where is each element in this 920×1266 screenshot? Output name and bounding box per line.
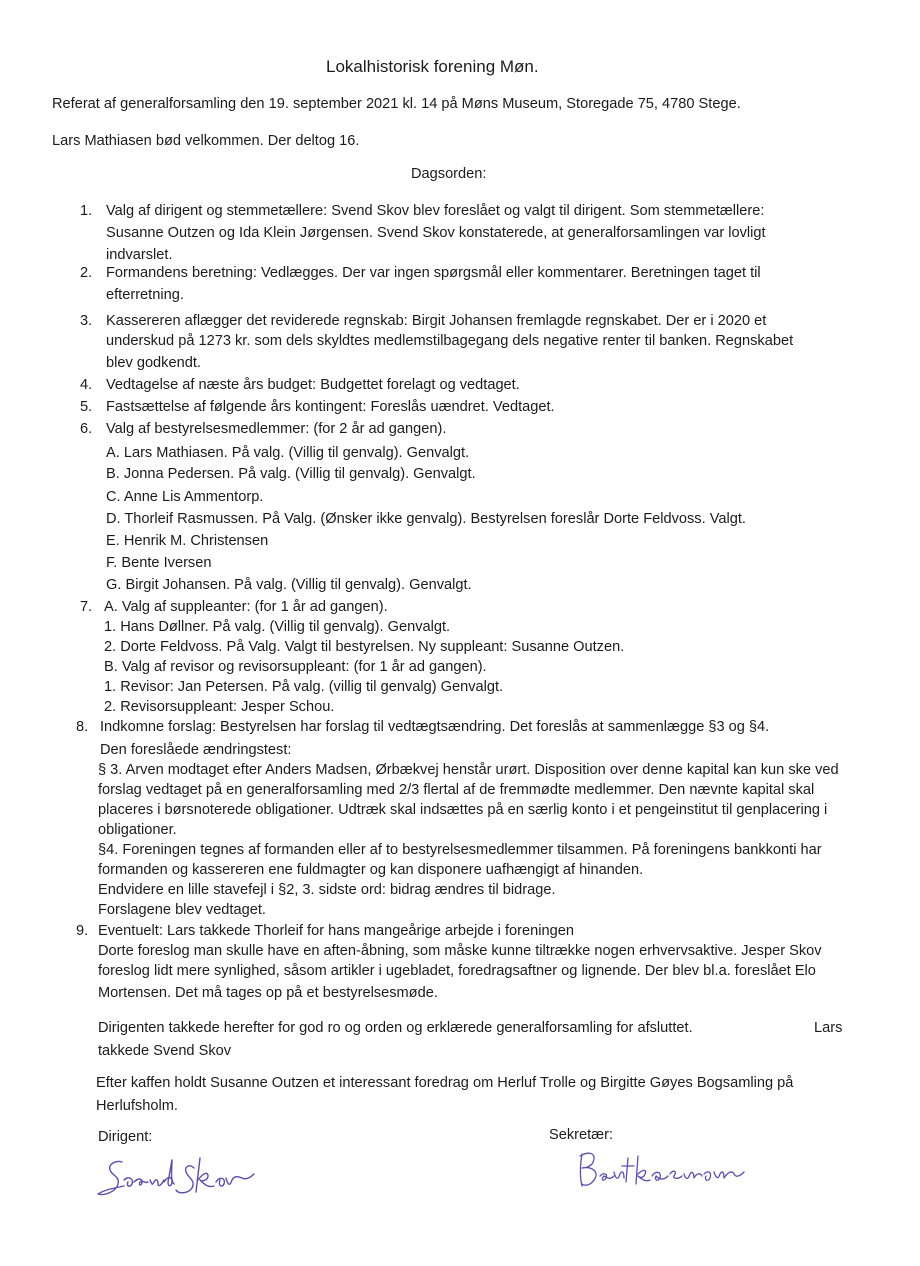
agenda-heading: Dagsorden: [411,166,487,182]
agenda-item-number: 6. [80,421,93,437]
agenda-item-line: Valg af bestyrelsesmedlemmer: (for 2 år ad gangen). [106,421,447,437]
agenda-item-number: 2. [80,265,93,281]
agenda-item-number: 7. [80,599,93,615]
agenda-item-line: Vedtagelse af næste års budget: Budgettet forelagt og vedtaget. [106,377,520,393]
agenda-item-line: E. Henrik M. Christensen [106,533,269,549]
agenda-item-line: efterretning. [106,287,184,303]
agenda-item-line: Kassereren aflægger det reviderede regnskab: Birgit Johansen fremlagde regnskabet. Der er i 2020 et [106,313,767,329]
agenda-item-line: Valg af dirigent og stemmetællere: Svend Skov blev foreslået og valgt til dirigent. Som stemmetællere: [106,203,765,219]
agenda-item-line: Dorte foreslog man skulle have en aften-åbning, som måske kunne tiltrække nogen erhvervsaktive. Jesper Skov [98,943,822,959]
signature-sekretaer [574,1146,764,1196]
lecture-line-2: Herlufsholm. [96,1098,178,1114]
agenda-item-line: B. Jonna Pedersen. På valg. (Villig til genvalg). Genvalgt. [106,466,476,482]
closing-line: Dirigenten takkede herefter for god ro og orden og erklærede generalforsamling for afsluttet. [98,1020,693,1036]
agenda-item-line: Mortensen. Det må tages op på et bestyrelsesmøde. [98,985,438,1001]
agenda-item-line: indvarslet. [106,247,173,263]
agenda-item-line: Den foreslåede ændringstest: [100,742,292,758]
intro-line: Referat af generalforsamling den 19. september 2021 kl. 14 på Møns Museum, Storegade 75, 4780 Stege. [52,96,741,112]
agenda-item-line: A. Lars Mathiasen. På valg. (Villig til genvalg). Genvalgt. [106,445,470,461]
agenda-item-line: Susanne Outzen og Ida Klein Jørgensen. Svend Skov konstaterede, at generalforsamlingen var lovligt [106,225,766,241]
agenda-item-line: G. Birgit Johansen. På valg. (Villig til genvalg). Genvalgt. [106,577,472,593]
agenda-item-number: 3. [80,313,93,329]
agenda-item-line: obligationer. [98,822,177,838]
agenda-item-line: blev godkendt. [106,355,201,371]
dirigent-label: Dirigent: [98,1129,153,1145]
agenda-item-line: Indkomne forslag: Bestyrelsen har forslag til vedtægtsændring. Det foreslås at sammenlægge §3 og §4. [100,719,770,735]
agenda-item-line: 1. Hans Døllner. På valg. (Villig til genvalg). Genvalgt. [104,619,451,635]
closing-line-end: Lars [814,1020,843,1036]
agenda-item-line: 1. Revisor: Jan Petersen. På valg. (villig til genvalg) Genvalgt. [104,679,504,695]
agenda-item-line: placeres i børsnoterede obligationer. Udtræk skal indsættes på en særlig konto i et pengeinstitut til genplacering i [98,802,828,818]
closing-line-2: takkede Svend Skov [98,1043,232,1059]
agenda-item-line: § 3. Arven modtaget efter Anders Madsen, Ørbækvej henstår urørt. Disposition over denne kapital kan kun ske ved [98,762,839,778]
signature-dirigent [94,1150,274,1210]
agenda-item-number: 1. [80,203,93,219]
agenda-item-number: 9. [76,923,89,939]
agenda-item-number: 5. [80,399,93,415]
lecture-line-1: Efter kaffen holdt Susanne Outzen et interessant foredrag om Herluf Trolle og Birgitte Gøyes Bogsamling på [96,1075,794,1091]
document-title: Lokalhistorisk forening Møn. [326,57,539,76]
agenda-item-line: 2. Revisorsuppleant: Jesper Schou. [104,699,335,715]
agenda-item-number: 8. [76,719,89,735]
agenda-item-line: underskud på 1273 kr. som dels skyldtes medlemstilbagegang dels negative renter til banken. Regnskabet [106,333,794,349]
agenda-item-line: 2. Dorte Feldvoss. På Valg. Valgt til bestyrelsen. Ny suppleant: Susanne Outzen. [104,639,625,655]
agenda-item-line: C. Anne Lis Ammentorp. [106,489,264,505]
agenda-item-line: A. Valg af suppleanter: (for 1 år ad gangen). [104,599,388,615]
agenda-item-number: 4. [80,377,93,393]
welcome-line: Lars Mathiasen bød velkommen. Der deltog 16. [52,133,360,149]
agenda-item-line: Formandens beretning: Vedlægges. Der var ingen spørgsmål eller kommentarer. Beretningen taget til [106,265,761,281]
agenda-item-line: D. Thorleif Rasmussen. På Valg. (Ønsker ikke genvalg). Bestyrelsen foreslår Dorte Feldvoss. Valgt. [106,511,746,527]
agenda-item-line: B. Valg af revisor og revisorsuppleant: (for 1 år ad gangen). [104,659,487,675]
sekretaer-label: Sekretær: [549,1127,614,1143]
agenda-item-line: Forslagene blev vedtaget. [98,902,266,918]
agenda-item-line: foreslog lidt mere synlighed, såsom artikler i ugebladet, foredragsaftner og lignende. Der blev bl.a. foreslået Elo [98,963,816,979]
agenda-item-line: Eventuelt: Lars takkede Thorleif for hans mangeårige arbejde i foreningen [98,923,574,939]
agenda-item-line: Fastsættelse af følgende års kontingent: Foreslås uændret. Vedtaget. [106,399,555,415]
agenda-item-line: formanden og kassereren ene fuldmagter og kan disponere uafhængigt af hinanden. [98,862,644,878]
agenda-item-line: Endvidere en lille stavefejl i §2, 3. sidste ord: bidrag ændres til bidrage. [98,882,556,898]
agenda-item-line: F. Bente Iversen [106,555,212,571]
agenda-item-line: §4. Foreningen tegnes af formanden eller af to bestyrelsesmedlemmer tilsammen. På foreningens bankkonti har [98,842,822,858]
agenda-item-line: forslag vedtaget på en generalforsamling med 2/3 flertal af de fremmødte medlemmer. Den nævnte kapital skal [98,782,815,798]
